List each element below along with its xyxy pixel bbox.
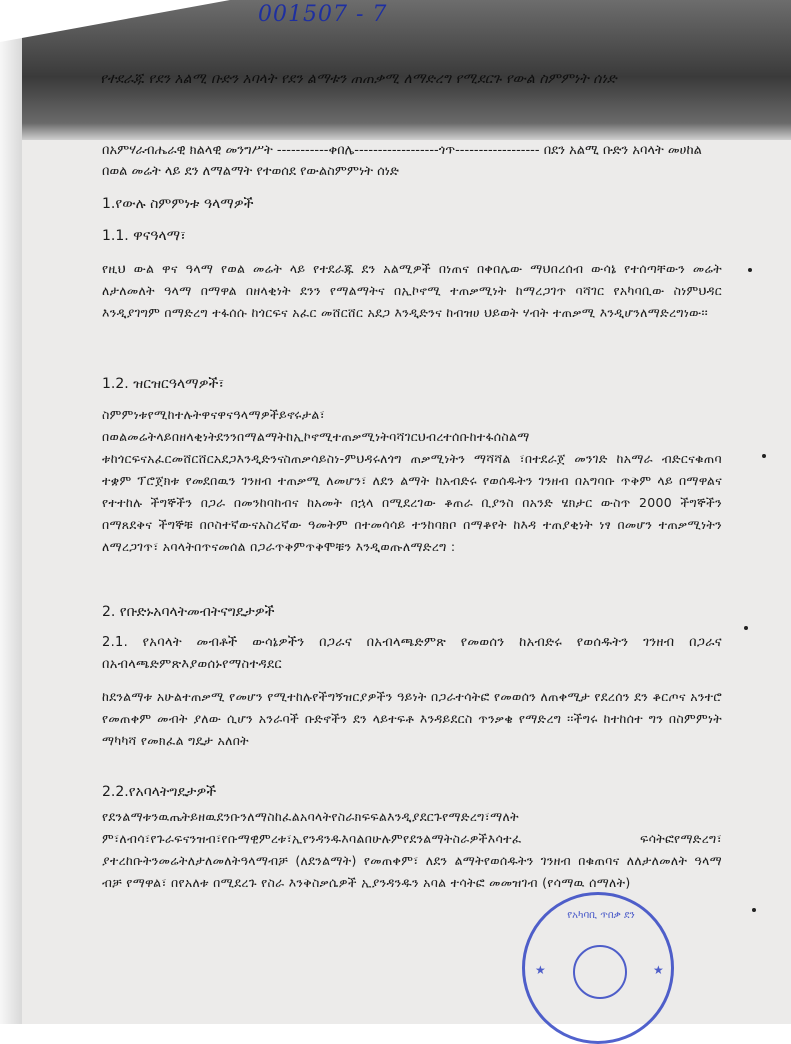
section-1-2-heading: 1.2. ዝርዝርዓላማዎች፣ xyxy=(102,376,225,392)
section-1-1-heading: 1.1. ዋናዓላማ፣ xyxy=(102,228,186,244)
star-icon: ★ xyxy=(653,963,664,977)
section-2-2-text: የደንልማቱንዉጤትይዘዉደንቡንለማስከፈልአባላትየስራክፍፍልእንዲያደርጉየማድረግ፣ማለት ም፣ለብሳ፣የጉራፍናንዝብ፣የቡማዊምረቱ፣ኢየንዳንዱእባልበሁሉምየደንልማትስራዎችእሳተፈ ፍሳትፎየማድረግ፣ ያተረከቡትንመሬትለታለመለትዓላማብቻ (ለደንልማት) የመጠቀም፣ ለደን ልማትየወሰዱትን ገንዘብ በቁጠባና ለለታለመለት ዓላማ ብቻ የማዋል፣ በየአለቱ በሚደረጉ የስራ እንቅስቃሴዎች ኢያንዳንዱን አባል ተሳትፎ መመዝገብ (የሳማዉ ሰማለት) xyxy=(102,809,722,890)
scan-speck xyxy=(748,268,752,272)
handwritten-note: 001507 - 7 xyxy=(258,2,388,27)
section-1-2-text: ስምምነቱየሚከተሉትዋናዋናዓላማዎችይኖሩታል፣ በወልመሬትላይበዘላቂነትደንንበማልማትከኢኮኖሚተጠቃሚነትባሻገርህብረተሰቡከተፋሰስልማ ቱከጎርፍናአፈርመሸርሸርአደጋእንዲድንናስጠቃሳይስነ-ምህዳሩለጎግ ጠቃሚነትን ማሻሻል ፣በተደራጀ መንገድ ከአማራ ብድርናቁጠባ ተቋም ፕሮጀክቱ የመደበዉን ገንዘብ ተጠቃሚ ለመሆን፣ ለደን ልማት ከአብድሩ የወሰዱትን ገንዘብ በአግባቡ ጥቅም ላይ በማዋልና የተተከሉ ችግኞችን በጋራ በመንከባከብና ከአመት በኋላ በሚደረገው ቆጠራ ቢያንስ በአንድ ሄክታር ውስጥ 2000 ችግኞችን በማጸደቅና ችግኞቹ በቦስተኛውናአስረኛው ዓመትም በተመሳሳይ ተንከባክቦ በማቆየት ከእዳ ተጠያቂነት ነፃ በመሆን ተጠቃሚነትን ለማረጋገጥ፣ አባላትበጥናመሰል በጋራጥቅምጥቅሞቹን እንዲወጡለማድረግ : xyxy=(102,407,722,554)
scan-speck xyxy=(762,454,766,458)
section-1-heading: 1.የውሉ ስምምነቱ ዓላማዎች xyxy=(102,196,254,212)
document-title: የተደራጁ የደን አልሚ ቡድን አባላት የደን ልማቱን ጠጠቃሚ ለማድረግ የሚደርጉ የውል ስምምነት ሰነድ xyxy=(100,71,617,87)
section-2-1-heading: 2.1. የአባላት መብቶች ውሳኔዎችን በጋራና በአብላጫድምጽ የመወሰን ከአብድሩ የወሰዱትን ገንዘብ በጋራና በአብላጫድምጽእያወሰኑየማስተዳደር xyxy=(102,635,722,672)
star-icon: ★ xyxy=(535,963,546,977)
folded-corner xyxy=(0,0,230,42)
official-stamp xyxy=(522,892,674,1044)
stamp-emblem xyxy=(573,945,627,999)
section-2-heading: 2. የቡድኑአባላትመብትናግዴታዎች xyxy=(102,604,275,620)
section-2-2-heading: 2.2.የአባላትግዴታዎች xyxy=(102,784,217,800)
intro-text: በአምሃራብሔራዊ ክልላዊ መንግሥት -----------ቀበሌ------------------ጎጥ------------------ በደን አልሚ ቡድን አባላት መሀከል በወል መሬት ላይ ደን ለማልማት የተወሰደ የውልስምምነት ሰነድ xyxy=(102,143,702,179)
section-1-1-text: የዚህ ውል ዋና ዓላማ የወል መሬት ላይ የተደራጁ ደን አልሚዎች በነጠና በቀበሌው ማህበረሰብ ውሳኔ የተሰጣቸውን መሬት ለታለመለት ዓላማ በማዋል በዘላቂነት ደንን የማልማትና በኢኮኖሚ ተጠቃሚነት ከማረጋገጥ ባሻገር የአካባቢው ስነምህዳር እንዲያገግም በማድረግ ተፋሰሱ ከጎርፍና አፈር መሸርሸር አደጋ እንዲድንና ከብዝሀ ህይወት ሃብት ተጠቃሚ እንዲሆንለማድረግነው፡፡ xyxy=(102,261,722,320)
stamp-text: የአካባቢ ጥበቃ ደን xyxy=(567,910,635,921)
scan-shadow xyxy=(0,0,22,1024)
section-2-1-text: ከደንልማቱ አሁልተጠቃሚ የመሆን የሚተከሉየችግኝዝርያዎችን ዓይነት በጋራተሳትፎ የመወሰን ለጠቀሚታ የደረሰን ደን ቆርጦና አንተሮ የመጠቀም መብት ያለው ሲሆን አንራባች ቡድኖችን ደን ላይተፍቶ እንዳይደርስ ጥንቃቄ የማድረግ ፡፡ችግሩ ከተከሰተ ግን በስምምነት ማካካሻ የመክፈል ግዴታ አለበት xyxy=(102,689,722,748)
scan-speck xyxy=(744,626,748,630)
scan-speck xyxy=(752,908,756,912)
